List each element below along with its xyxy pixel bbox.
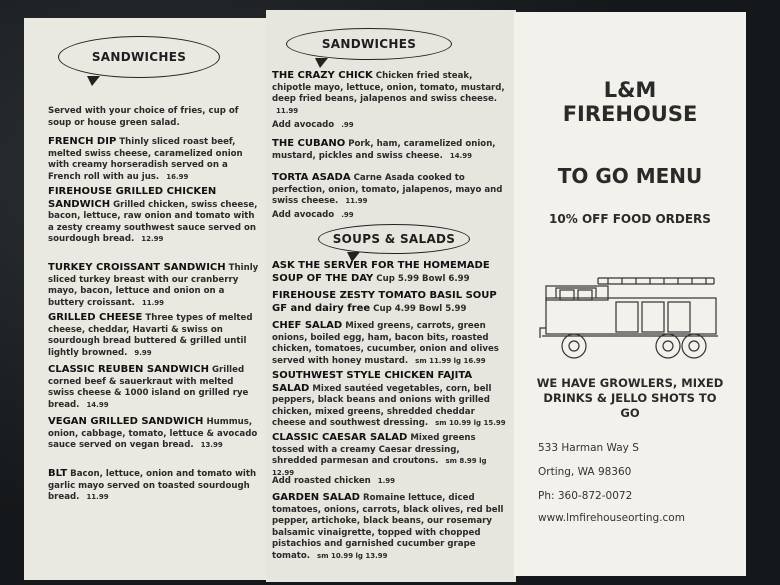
addon-label: Add avocado [272, 120, 335, 130]
menu-item [48, 468, 260, 504]
city-line: Orting, WA 98360 [538, 466, 632, 478]
menu-panel-cover [514, 12, 746, 576]
item-price: 9.99 [134, 348, 152, 357]
item-price: 13.99 [200, 441, 223, 450]
website-link[interactable]: www.lmfirehouseorting.com [538, 512, 685, 524]
item-name: FIREHOUSE ZESTY TOMATO BASIL SOUP GF and dairy free [272, 290, 497, 314]
item-desc: Cup 5.99 Bowl 6.99 [376, 273, 470, 284]
item-price: 11.99 [86, 493, 109, 502]
addon-line [272, 120, 354, 130]
addon-label: Add avocado [272, 210, 335, 220]
item-price: sm 10.99 lg 13.99 [317, 551, 388, 560]
menu-item [48, 364, 260, 411]
menu-item [48, 262, 260, 309]
brand-name-line2: FIREHOUSE [562, 102, 698, 126]
item-desc: Thinly sliced turkey breast with our cranberry mayo, bacon, lettuce and onion on a buttery croissant. [48, 263, 259, 308]
brand-name-line1: L&M [603, 78, 657, 102]
menu-item [272, 172, 508, 208]
item-desc: Thinly sliced roast beef, melted swiss cheese, caramelized onion with creamy horseradish served on a French roll with au jus. [48, 137, 243, 182]
item-name: THE CRAZY CHICK [272, 70, 373, 81]
menu-item [48, 136, 260, 183]
menu-item [272, 492, 508, 563]
item-desc: Mixed greens, carrots, green onions, boiled egg, ham, bacon bits, roasted chicken, tomatoes, cucumber, onion and olives served with honey mustard. [272, 321, 499, 366]
menu-title: TO GO MENU [557, 164, 703, 188]
fire-truck-icon [538, 258, 724, 370]
address-line: 533 Harman Way S [538, 442, 639, 454]
item-name: SOUTHWEST STYLE CHICKEN FAJITA SALAD [272, 370, 473, 394]
menu-item [272, 138, 508, 162]
item-price: 14.99 [86, 400, 109, 409]
item-desc: Romaine lettuce, diced tomatoes, onions, carrots, black olives, red bell pepper, artichoke, black beans, our rosemary balsamic vinaigrette, topped with chopped pistachios and garnished cucumber grape tomato. [272, 493, 504, 561]
addon-line [272, 210, 354, 220]
discount-text: 10% OFF FOOD ORDERS [549, 212, 711, 226]
item-desc: Bacon, lettuce, onion and tomato with garlic mayo served on toasted sourdough bread. [48, 469, 257, 503]
menu-item [272, 70, 508, 117]
item-desc: Mixed sautéed vegetables, corn, bell peppers, black beans and onions with grilled chicken, mixed greens, shredded cheddar cheese and southwest dressing. [272, 383, 492, 429]
item-desc: Carne Asada cooked to perfection, onion, tomato, jalapenos, mayo and swiss cheese. [272, 173, 503, 207]
item-name: ASK THE SERVER FOR THE HOMEMADE SOUP OF THE DAY [272, 260, 490, 284]
item-price: 11.99 [141, 298, 165, 307]
section-heading-sandwiches: SANDWICHES [58, 36, 220, 78]
item-name: FIREHOUSE GRILLED CHICKEN SANDWICH [48, 186, 217, 210]
item-price: sm 8.99 lg 12.99 [272, 457, 487, 477]
item-price: 16.99 [166, 172, 189, 181]
item-price: 14.99 [449, 151, 473, 160]
item-name: GRILLED CHEESE [48, 312, 143, 323]
item-name: THE CUBANO [272, 138, 346, 149]
addon-line [272, 476, 395, 486]
item-name: FRENCH DIP [48, 136, 117, 147]
menu-item [48, 416, 260, 452]
item-name: TORTA ASADA [272, 172, 351, 183]
addon-price: .99 [341, 121, 354, 129]
addon-price: .99 [341, 211, 354, 219]
menu-item [272, 370, 508, 430]
item-name: GARDEN SALAD [272, 492, 360, 503]
promo-text: WE HAVE GROWLERS, MIXED DRINKS & JELLO SHOTS TO GO [536, 376, 724, 420]
section-heading-soups-salads: SOUPS & SALADS [318, 224, 470, 254]
item-name: VEGAN GRILLED SANDWICH [48, 416, 204, 427]
item-desc: Cup 4.99 Bowl 5.99 [373, 303, 467, 314]
addon-label: Add roasted chicken [272, 476, 371, 486]
menu-panel-left [24, 18, 270, 580]
item-desc: Hummus, onion, cabbage, tomato, lettuce & avocado sauce served on vegan bread. [48, 417, 258, 451]
menu-item [48, 312, 260, 359]
addon-price: 1.99 [377, 477, 396, 485]
item-desc: Grilled corned beef & sauerkraut with melted swiss cheese & 1000 island on grilled rye bread. [48, 365, 249, 410]
item-desc: Mixed greens tossed with a creamy Caesar dressing, shredded parmesan and croutons. [272, 433, 476, 467]
menu-item [48, 186, 260, 246]
item-name: TURKEY CROISSANT SANDWICH [48, 262, 226, 273]
phone-line: Ph: 360-872-0072 [538, 490, 633, 502]
item-name: CHEF SALAD [272, 320, 343, 331]
section-heading-sandwiches: SANDWICHES [286, 28, 452, 60]
item-desc: Pork, ham, caramelized onion, mustard, pickles and swiss cheese. [272, 139, 496, 161]
item-price: 11.99 [276, 106, 299, 115]
sandwich-intro: Served with your choice of fries, cup of soup or house green salad. [48, 106, 239, 128]
item-name: CLASSIC CAESAR SALAD [272, 432, 408, 443]
menu-item [272, 432, 508, 479]
item-price: sm 11.99 lg 16.99 [415, 356, 486, 365]
item-name: BLT [48, 468, 68, 479]
item-price: 11.99 [345, 197, 368, 206]
item-desc: Grilled chicken, swiss cheese, bacon, lettuce, raw onion and tomato with a zesty creamy southwest sauce served on sourdough bread. [48, 199, 258, 245]
item-desc: Three types of melted cheese, cheddar, Havarti & swiss on sourdough bread buttered & grilled until lightly browned. [48, 313, 253, 358]
menu-item [272, 260, 508, 285]
menu-item [272, 290, 508, 315]
item-desc: Chicken fried steak, chipotle mayo, lettuce, onion, tomato, mustard, deep fried beans, jalapenos and swiss cheese. [272, 71, 505, 105]
item-price: 12.99 [141, 235, 164, 244]
menu-item [272, 320, 508, 367]
item-price: sm 10.99 lg 15.99 [435, 419, 506, 428]
menu-panel-middle [266, 10, 516, 582]
item-name: CLASSIC REUBEN SANDWICH [48, 364, 209, 375]
